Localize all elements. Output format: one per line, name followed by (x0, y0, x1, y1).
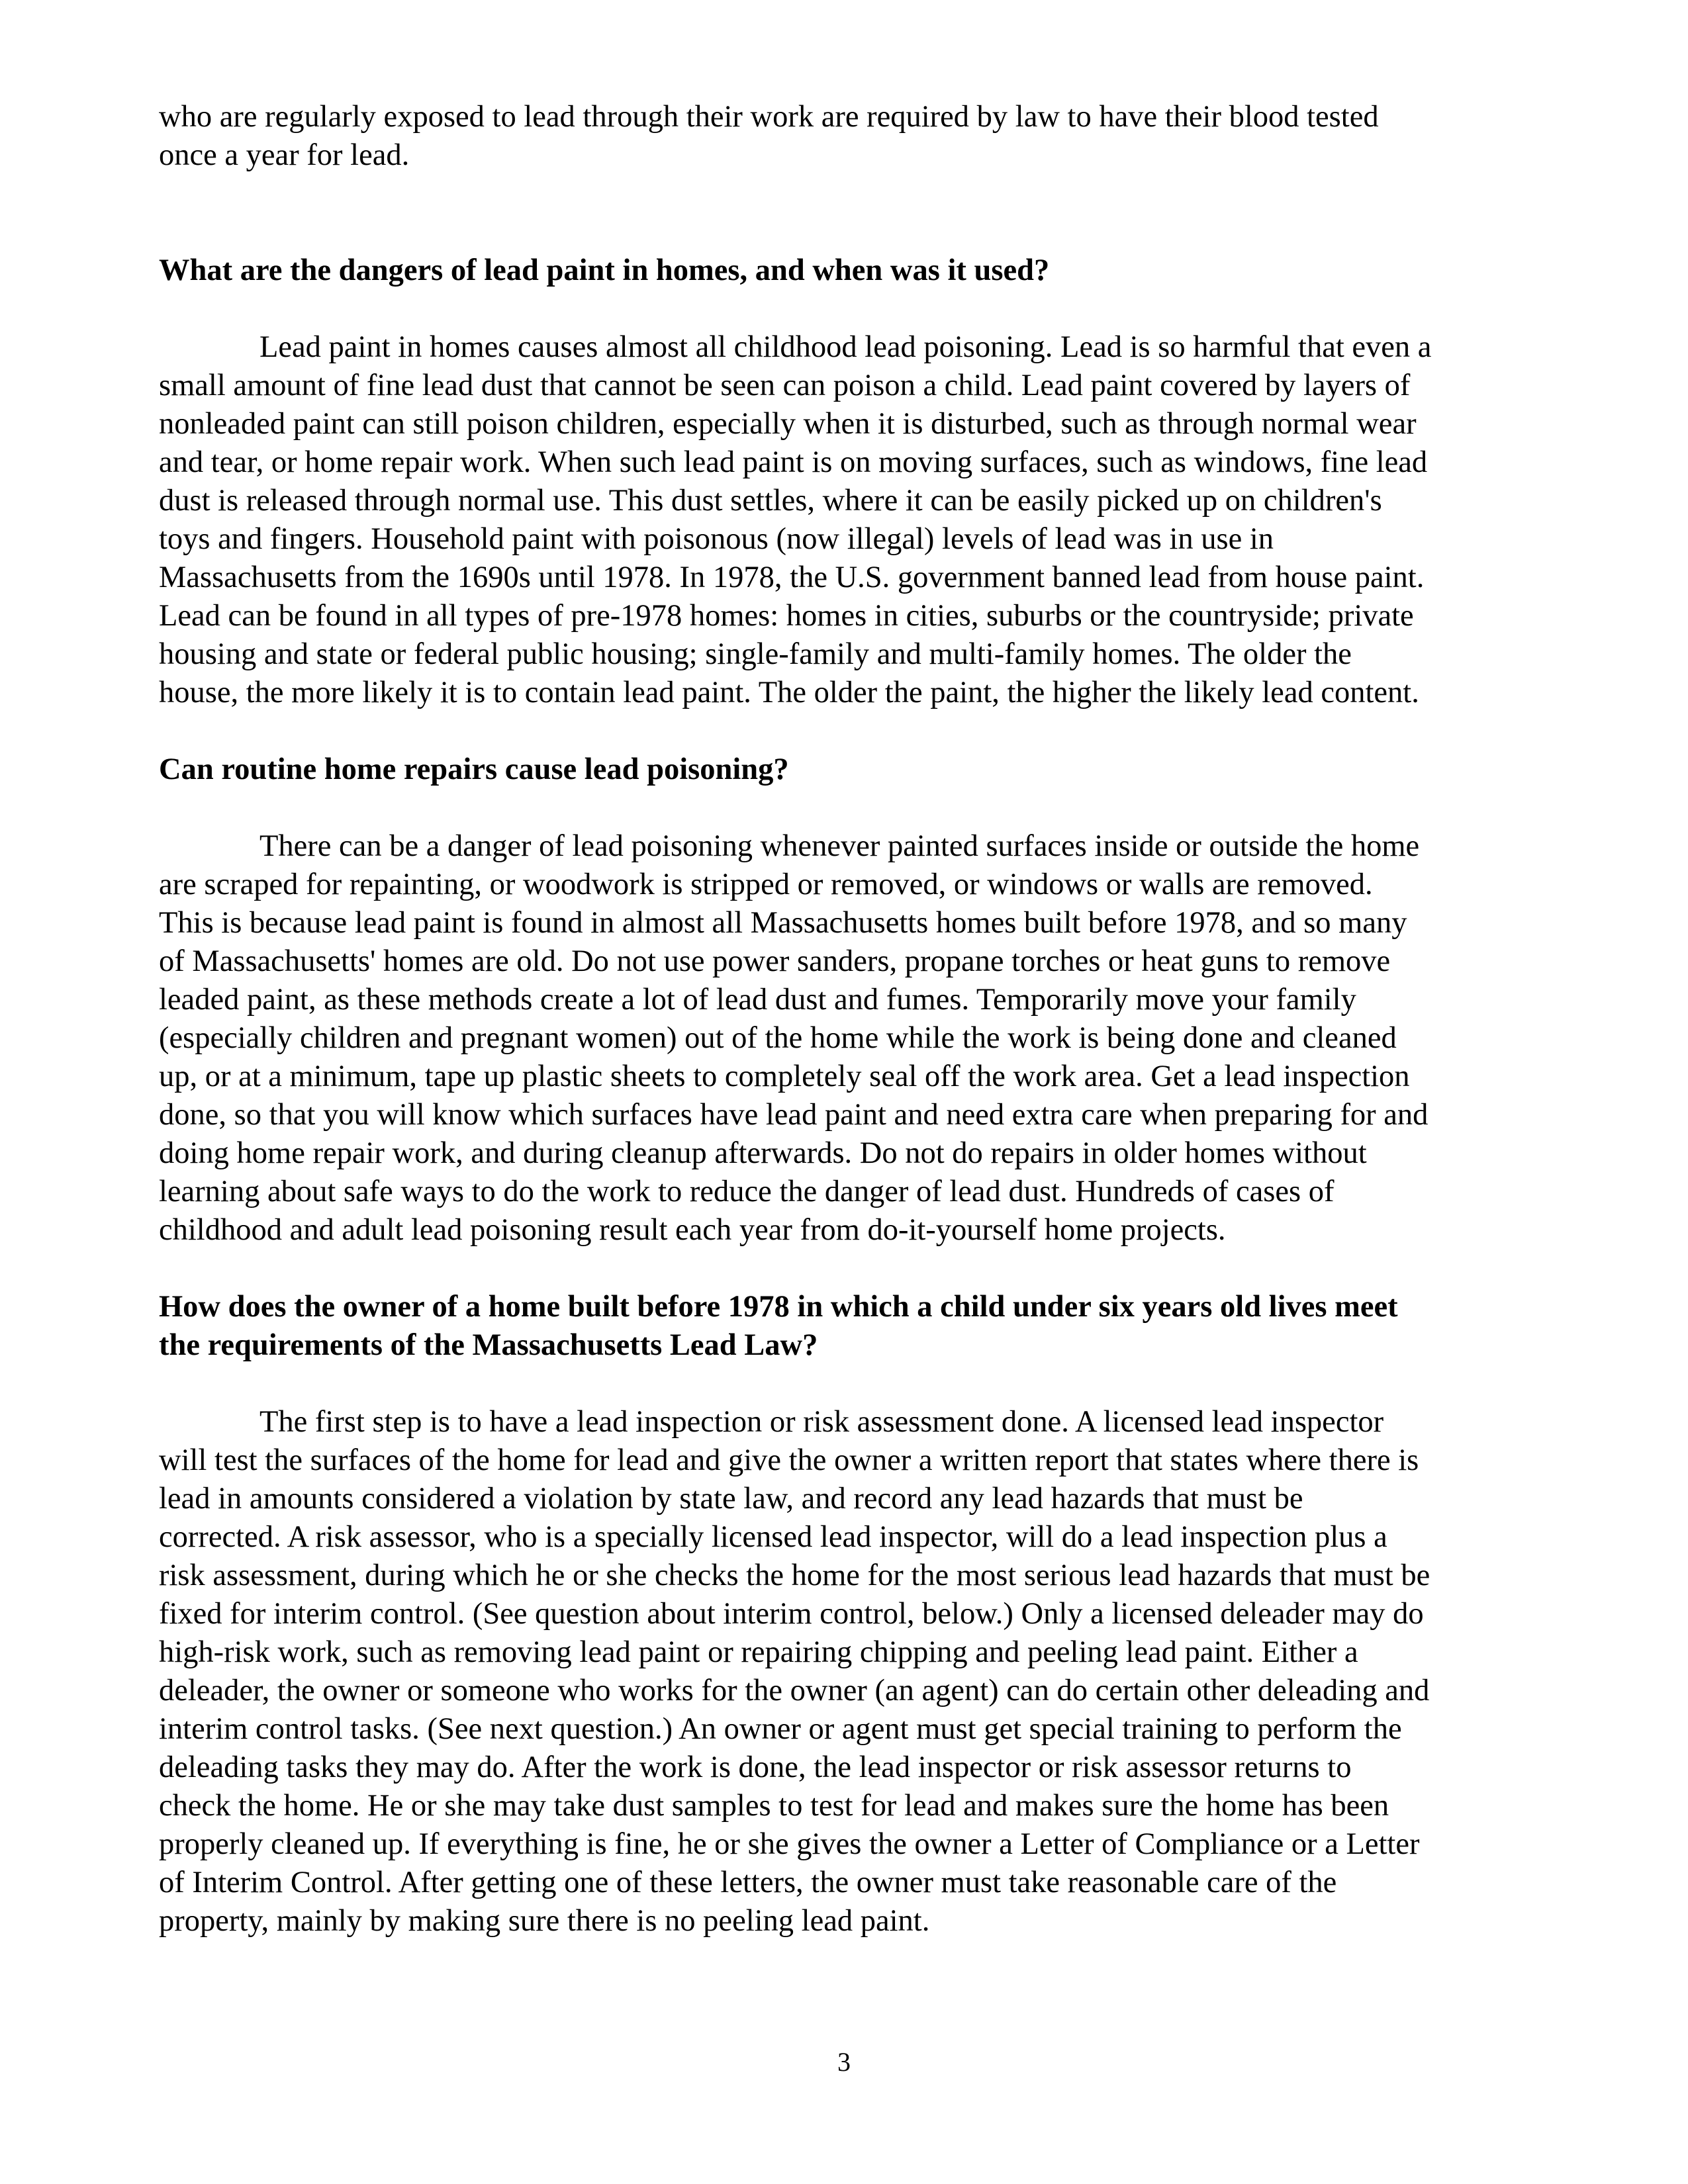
text-line: of Massachusetts' homes are old. Do not use power sanders, propane torches or heat guns to remove (159, 944, 1391, 978)
text-line: are scraped for repainting, or woodwork is stripped or removed, or windows or walls are removed. (159, 868, 1373, 901)
text-line: housing and state or federal public housing; single-family and multi-family homes. The older the (159, 637, 1352, 671)
text-line: There can be a danger of lead poisoning whenever painted surfaces inside or outside the home (259, 829, 1420, 863)
text-line: learning about safe ways to do the work to reduce the danger of lead dust. Hundreds of cases of (159, 1175, 1335, 1208)
text-line: small amount of fine lead dust that cannot be seen can poison a child. Lead paint covered by layers of (159, 369, 1411, 402)
text-line: who are regularly exposed to lead through their work are required by law to have their blood tested (159, 100, 1379, 134)
text-line: lead in amounts considered a violation by state law, and record any lead hazards that must be (159, 1482, 1303, 1516)
text-line: Lead paint in homes causes almost all childhood lead poisoning. Lead is so harmful that even a (259, 330, 1432, 364)
text-line: risk assessment, during which he or she checks the home for the most serious lead hazards that must be (159, 1559, 1430, 1592)
text-line: up, or at a minimum, tape up plastic sheets to completely seal off the work area. Get a lead inspection (159, 1060, 1410, 1093)
text-line: dust is released through normal use. This dust settles, where it can be easily picked up on children's (159, 484, 1382, 518)
text-line: once a year for lead. (159, 138, 410, 172)
text-line: property, mainly by making sure there is no peeling lead paint. (159, 1904, 930, 1938)
text-line: properly cleaned up. If everything is fine, he or she gives the owner a Letter of Compliance or a Letter (159, 1827, 1420, 1861)
text-line: check the home. He or she may take dust samples to test for lead and makes sure the home has been (159, 1789, 1389, 1823)
text-line: fixed for interim control. (See question about interim control, below.) Only a licensed deleader may do (159, 1597, 1424, 1631)
text-line: This is because lead paint is found in almost all Massachusetts homes built before 1978, and so many (159, 906, 1407, 940)
text-line: leaded paint, as these methods create a lot of lead dust and fumes. Temporarily move your family (159, 983, 1356, 1017)
text-line: high-risk work, such as removing lead paint or repairing chipping and peeling lead paint. Either a (159, 1635, 1358, 1669)
heading-line: the requirements of the Massachusetts Lead Law? (159, 1328, 818, 1362)
text-line: deleading tasks they may do. After the work is done, the lead inspector or risk assessor returns to (159, 1751, 1352, 1784)
text-line: The first step is to have a lead inspection or risk assessment done. A licensed lead inspector (259, 1405, 1384, 1439)
section-heading-lead-paint-dangers (159, 251, 1536, 290)
section-body-home-repairs (159, 827, 1536, 1250)
text-line: and tear, or home repair work. When such lead paint is on moving surfaces, such as windows, fine lead (159, 445, 1428, 479)
text-line: deleader, the owner or someone who works for the owner (an agent) can do certain other deleading and (159, 1674, 1430, 1707)
text-line: will test the surfaces of the home for lead and give the owner a written report that states where there is (159, 1443, 1419, 1477)
text-line: doing home repair work, and during cleanup afterwards. Do not do repairs in older homes without (159, 1136, 1367, 1170)
heading-line: Can routine home repairs cause lead poisoning? (159, 752, 789, 786)
text-line: done, so that you will know which surfaces have lead paint and need extra care when preparing for and (159, 1098, 1429, 1132)
page-number: 3 (837, 2047, 851, 2077)
text-line: Massachusetts from the 1690s until 1978. In 1978, the U.S. government banned lead from house paint. (159, 561, 1425, 594)
text-line: nonleaded paint can still poison children, especially when it is disturbed, such as through normal wear (159, 407, 1417, 441)
text-line: childhood and adult lead poisoning result each year from do-it-yourself home projects. (159, 1213, 1226, 1247)
text-line: house, the more likely it is to contain lead paint. The older the paint, the higher the likely lead content. (159, 676, 1419, 709)
text-line: of Interim Control. After getting one of these letters, the owner must take reasonable care of the (159, 1866, 1337, 1899)
text-line: (especially children and pregnant women) out of the home while the work is being done and cleaned (159, 1021, 1397, 1055)
heading-line: How does the owner of a home built before 1978 in which a child under six years old lives meet (159, 1290, 1398, 1324)
text-line: corrected. A risk assessor, who is a specially licensed lead inspector, will do a lead inspection plus a (159, 1520, 1387, 1554)
section-body-owner-requirements (159, 1403, 1536, 1940)
section-heading-home-repairs (159, 751, 1536, 789)
document-page (159, 98, 1536, 1940)
text-line: toys and fingers. Household paint with poisonous (now illegal) levels of lead was in use in (159, 522, 1274, 556)
section-heading-owner-requirements (159, 1288, 1536, 1365)
intro-paragraph (159, 98, 1536, 175)
text-line: interim control tasks. (See next question.) An owner or agent must get special training to perform the (159, 1712, 1402, 1746)
text-line: Lead can be found in all types of pre-1978 homes: homes in cities, suburbs or the countryside; private (159, 599, 1414, 633)
section-body-lead-paint-dangers (159, 328, 1536, 712)
heading-line: What are the dangers of lead paint in homes, and when was it used? (159, 253, 1050, 287)
